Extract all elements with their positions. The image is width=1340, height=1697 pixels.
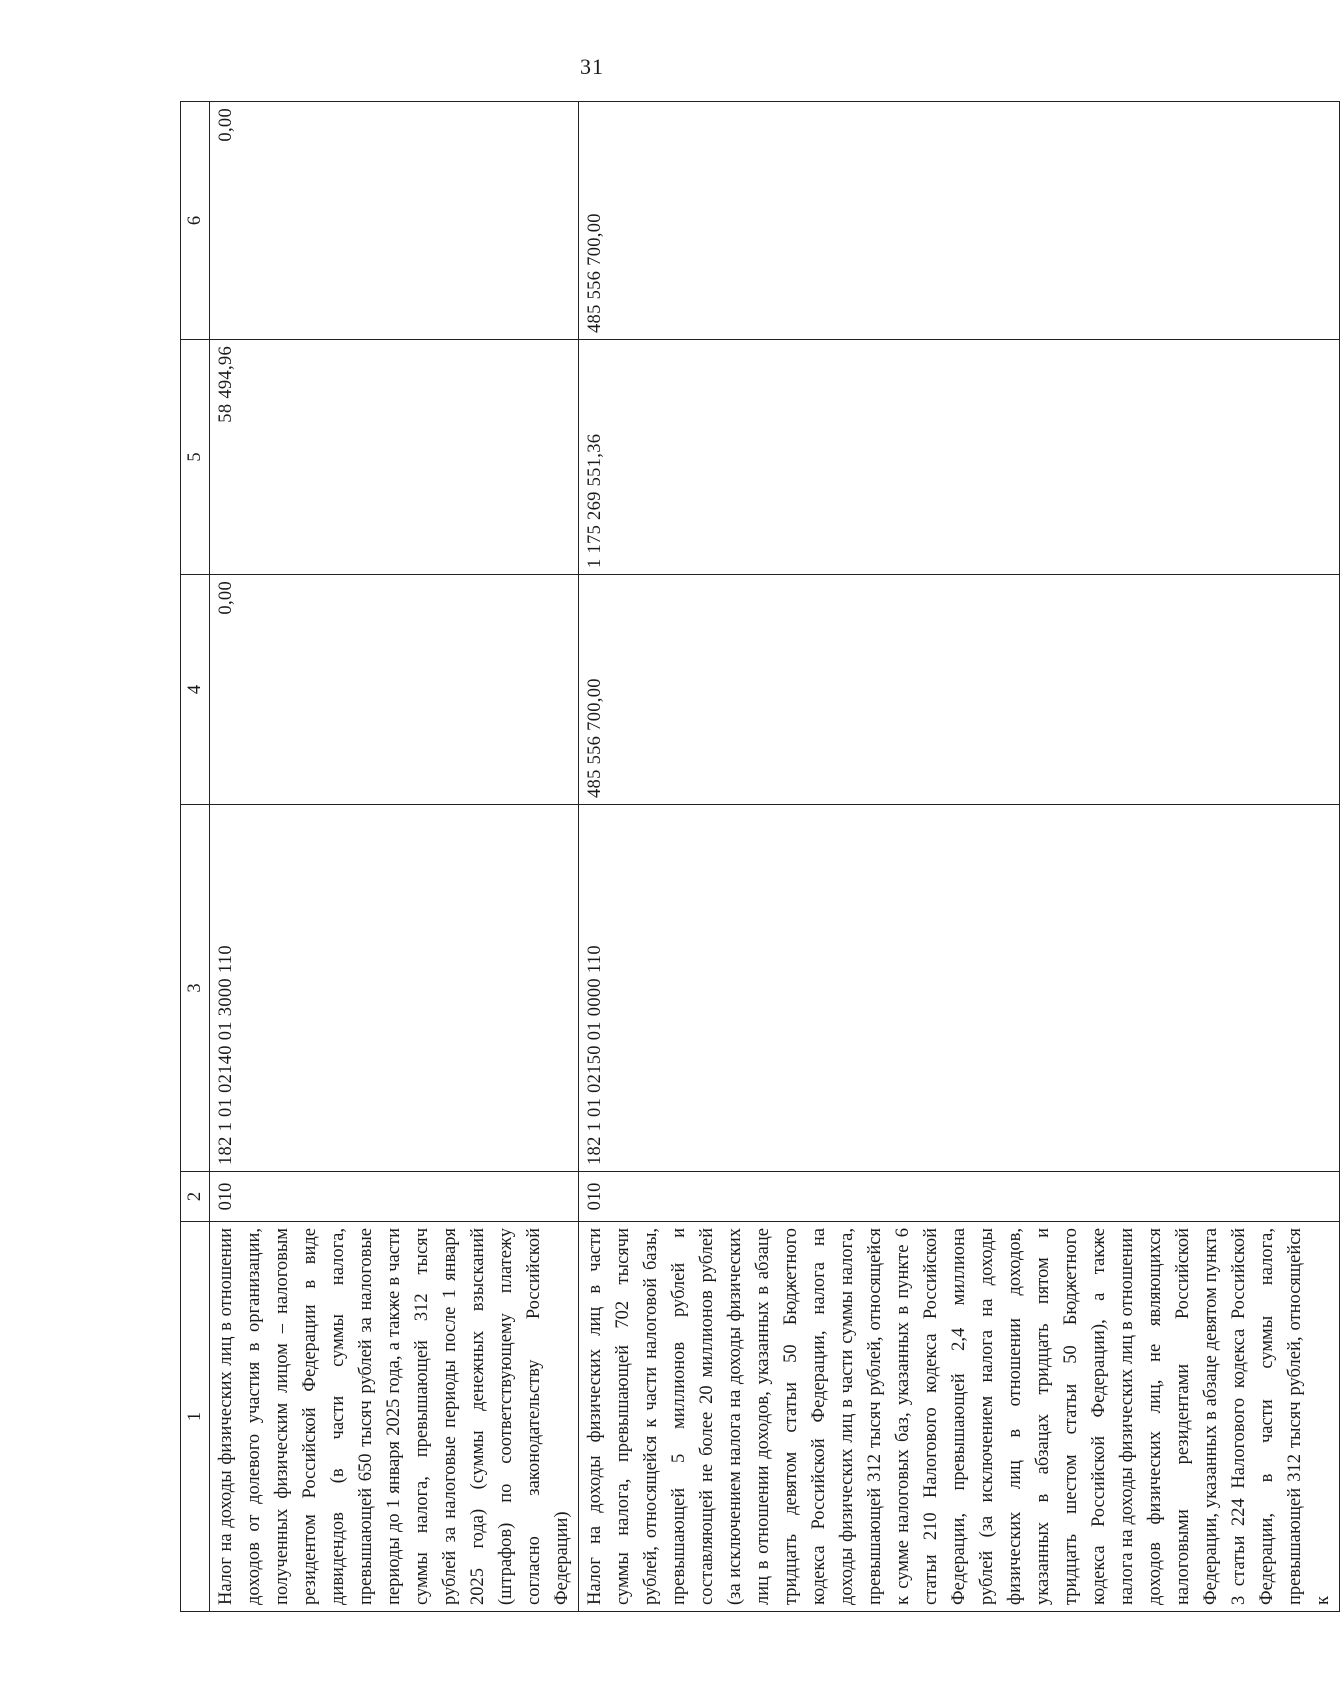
row-line-code: 010 <box>579 1172 1340 1222</box>
data-table <box>180 101 1340 1612</box>
row-col6-value: 0,00 <box>210 102 579 340</box>
row-kbk-code: 182 1 01 02140 01 3000 110 <box>210 805 579 1172</box>
header-col-4: 4 <box>181 575 210 805</box>
header-col-6: 6 <box>181 102 210 340</box>
row-kbk-code: 182 1 01 02150 01 0000 110 <box>579 805 1340 1172</box>
header-col-1: 1 <box>181 1222 210 1612</box>
row-description: Налог на доходы физических лиц в части суммы налога, превышающей 702 тысячи рублей, относящейся к части налоговой базы, превышающей 5 миллионов рублей и составляющей не более 20 миллионов рублей (за исключением налога на доходы физических лиц в отношении доходов, указанных в абзаце тридцать девятом статьи 50 Бюджетного кодекса Российской Федерации, налога на доходы физических лиц в части суммы налога, превышающей 312 тысяч рублей, относящейся к сумме налоговых баз, указанных в пункте 6 статьи 210 Налогового кодекса Российской Федерации, превышающей 2,4 миллиона рублей (за исключением налога на доходы физических лиц в отношении доходов, указанных в абзацах тридцать пятом и тридцать шестом статьи 50 Бюджетного кодекса Российской Федерации), а также налога на доходы физических лиц в отношении доходов физических лиц, не являющихся налоговыми резидентами Российской Федерации, указанных в абзаце девятом пункта 3 статьи 224 Налогового кодекса Российской Федерации, в части суммы налога, превышающей 312 тысяч рублей, относящейся к <box>579 1222 1340 1612</box>
row-col5-value: 1 175 269 551,36 <box>579 340 1340 575</box>
header-col-3: 3 <box>181 805 210 1172</box>
row-col5-value: 58 494,96 <box>210 340 579 575</box>
row-col6-value: 485 556 700,00 <box>579 102 1340 340</box>
row-col4-value: 0,00 <box>210 575 579 805</box>
rotated-table-container <box>180 102 1333 1612</box>
row-description: Налог на доходы физических лиц в отношении доходов от долевого участия в организации, полученных физическим лицом – налоговым резидентом Российской Федерации в виде дивидендов (в части суммы налога, превышающей 650 тысяч рублей за налоговые периоды до 1 января 2025 года, а также в части суммы налога, превышающей 312 тысяч рублей за налоговые периоды после 1 января 2025 года) (суммы денежных взысканий (штрафов) по соответствующему платежу согласно законодательству Российской Федерации) <box>210 1222 579 1612</box>
row-line-code: 010 <box>210 1172 579 1222</box>
table-row <box>210 102 579 1612</box>
table-row <box>579 102 1340 1612</box>
page-number: 31 <box>580 54 604 79</box>
header-col-5: 5 <box>181 340 210 575</box>
table-header-row <box>181 102 210 1612</box>
row-col4-value: 485 556 700,00 <box>579 575 1340 805</box>
header-col-2: 2 <box>181 1172 210 1222</box>
